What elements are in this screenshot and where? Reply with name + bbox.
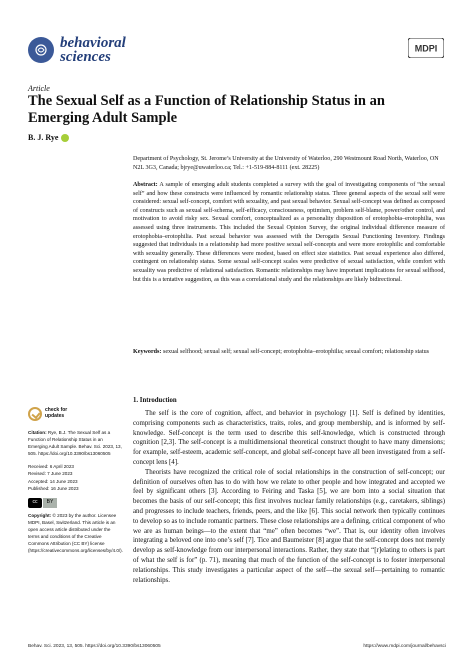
- journal-brain-icon: [28, 37, 54, 63]
- copyright-text: © 2023 by the author. Licensee MDPI, Basel, Switzerland. This article is an open access article distributed under the terms and conditions of the Creative Commons Attribution (CC BY) license (https://creativecommons.org/licenses/by/4.0/).: [28, 512, 123, 554]
- affiliation: Department of Psychology, St. Jerome’s University at the University of Waterloo, 290 Westmount Road North, Waterloo, ON N2L 3G3, Canada; bjrye@uwaterloo.ca; Tel.: +1-519-884-8111 (ext. 28225): [133, 156, 439, 171]
- author-name: B. J. Rye: [28, 133, 59, 142]
- publication-dates: [28, 463, 123, 491]
- journal-logo[interactable]: [28, 36, 126, 64]
- received-date: Received: 6 April 2023: [28, 464, 74, 470]
- copyright: [28, 512, 123, 555]
- check-updates-icon: [28, 407, 42, 421]
- by-icon: BY: [43, 498, 57, 508]
- abstract: [133, 181, 445, 284]
- article-sidebar: [28, 407, 123, 554]
- keywords-label: Keywords:: [133, 349, 162, 355]
- journal-name: [60, 36, 126, 64]
- citation-label: Citation:: [28, 430, 47, 435]
- citation-text[interactable]: Rye, B.J. The Sexual Self as a Function of Relationship Status in an Emerging Adult Sample. Behav. Sci. 2023, 13, 505. https://doi.org/10.3390/bs13060505: [28, 430, 122, 457]
- keywords-text: sexual selfhood; sexual self; sexual self-concept; erotophobia–erotophilia; sexual comfort; relationship status: [162, 349, 429, 355]
- body-text: [133, 409, 445, 585]
- author-line: [28, 133, 69, 142]
- revised-date: Revised: 7 June 2023: [28, 471, 73, 477]
- abstract-label: Abstract:: [133, 182, 158, 188]
- section-heading: 1. Introduction: [133, 397, 177, 404]
- paragraph: Theorists have recognized the critical role of social relationships in the construction of self-concept; our definition of ourselves often has to do with how we relate to other people and how integrated and accepted we feel by significant others [3]. According to Feiring and Taska [5], we are born into a social situation that becomes the basis of our self-concept; this first involves nuclear family relationships (e.g., caretakers, siblings) and progresses to include teachers, friends, peers, and the like [6]. This social network then typically continues to develop so as to include romantic partners. These close relationships are a defining, critical component of who we are as human beings—to the extent that “me” often becomes “we”. That is, our identity often involves integrating a beloved one into one’s self [7]. Tice and Baumeister [8] argue that the self-concept does not merely develop as self-knowledge from our interpersonal interactions. Rather, they state that “[r]elating to others is part of what the self is for” (p. 71), meaning that much of the function of the self-concept is to foster interpersonal relationships. This study investigates a particular aspect of the self—the sexual self—pertaining to romantic relationships.: [133, 468, 445, 584]
- article-type: Article: [28, 84, 50, 93]
- copyright-label: Copyright:: [28, 512, 52, 518]
- mdpi-logo[interactable]: [408, 38, 444, 58]
- check-for-updates[interactable]: [28, 407, 123, 421]
- footer-journal-url[interactable]: https://www.mdpi.com/journal/behavsci: [363, 644, 446, 649]
- published-date: Published: 16 June 2023: [28, 485, 79, 491]
- check-updates-line2: updates: [45, 413, 65, 419]
- check-updates-line1: check for: [45, 407, 68, 414]
- check-updates-text: [45, 408, 67, 419]
- cc-icon: cc: [28, 498, 42, 508]
- publisher-name: MDPI: [414, 43, 438, 54]
- footer-citation[interactable]: Behav. Sci. 2023, 13, 505. https://doi.org/10.3390/bs13060505: [28, 644, 161, 649]
- journal-name-line1: behavioral: [60, 35, 126, 51]
- citation: [28, 429, 123, 457]
- paragraph: The self is the core of cognition, affect, and behavior in psychology [1]. Self is defined by identities, comprising components such as characteristics, traits, roles, and group membership, and is informed by self-knowledge. Self-concept is the term used to describe this self-knowledge, which is constructed through cognition [2,3]. The self-concept is a multidimensional theoretical construct thought to have many dimensions; for example, self-esteem, academic self-concept, and global self-concept have all been investigated from a self-concept lens [4].: [133, 410, 445, 466]
- journal-name-line2: sciences: [60, 49, 111, 65]
- accepted-date: Accepted: 14 June 2023: [28, 478, 78, 484]
- keywords: [133, 348, 445, 357]
- abstract-text: A sample of emerging adult students completed a survey with the goal of investigating components of “the sexual self” and how these constructs were influenced by romantic relationship status. Three general aspects of the sexual self were considered: sexual self-concept, comfort with sexuality, and past sexual behavior. Sexual self-concept was defined as composed of constructs such as sexual self-schema, self-efficacy, consciousness, optimism, problem self-blame, power/other control, and motivation to avoid risky sex. Sexual comfort, conceptualized as a personality disposition of erotophobia–erotophilia, was assessed using three instruments. This included the Sexual Opinion Survey, the original individual difference measure of erotophobia–erotophilia. Past sexual behavior was assessed with the Derogatis Sexual Functioning Inventory. Findings suggested that individuals in a relationship had more positive sexual self-concepts and were more erotophilic and comfortable with sexuality generally. These differences were modest, based on effect size statistics. Past sexual experience also differed, contingent on relationship status. Some sexual self-concept scales were predictive of sexual satisfaction, while comfort with sexuality was predictive of relational satisfaction. Romantic relationships may have important implications for sexual selfhood, but this is a tentative suggestion, as this was a correlational study and the relationships are likely bidirectional.: [133, 182, 446, 283]
- cc-by-badge[interactable]: [28, 498, 123, 508]
- page-footer: [28, 644, 446, 649]
- orcid-icon[interactable]: [61, 134, 69, 142]
- article-title: The Sexual Self as a Function of Relationship Status in an Emerging Adult Sample: [28, 93, 385, 126]
